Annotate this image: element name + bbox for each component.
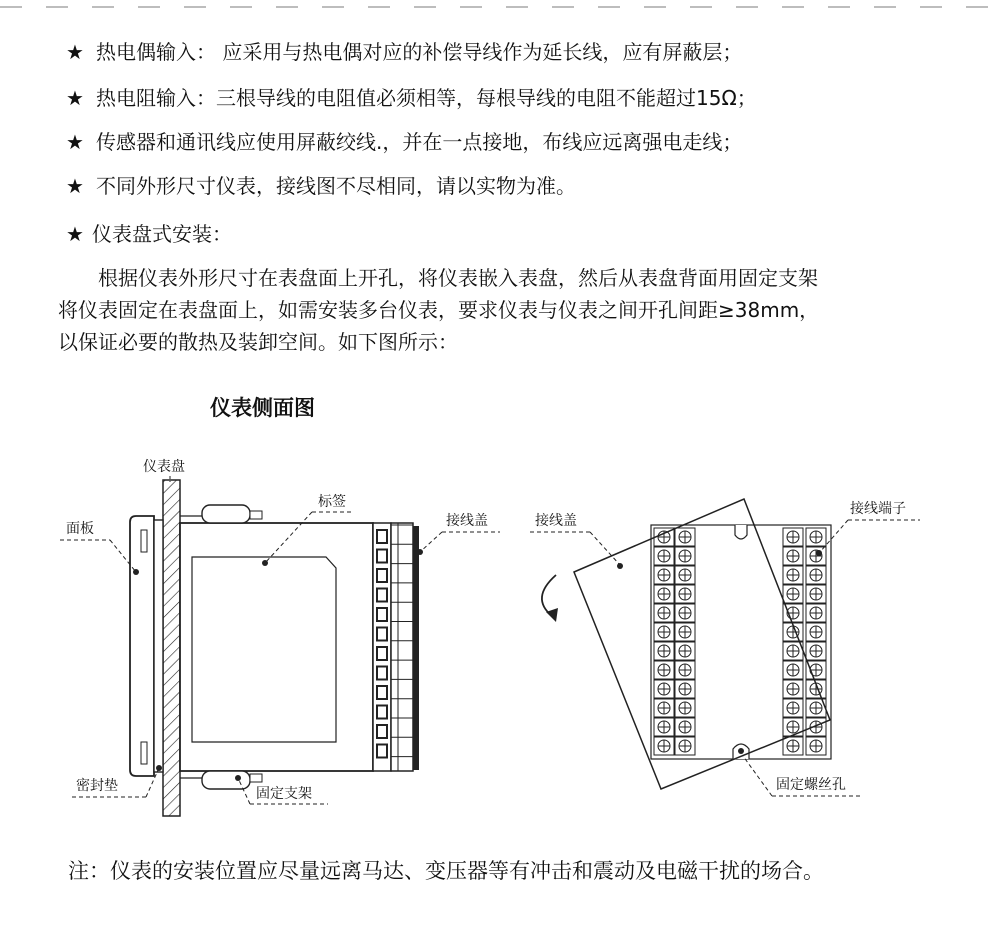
terminal-screw bbox=[377, 628, 387, 641]
star-icon: ★ bbox=[66, 130, 84, 154]
seal-gasket-shape bbox=[154, 520, 163, 772]
terminal-screw-icon bbox=[783, 585, 803, 603]
bullet-text: 热电偶输入： 应采用与热电偶对应的补偿导线作为延长线，应有屏蔽层； bbox=[96, 40, 743, 64]
terminal-screw-icon bbox=[675, 566, 695, 584]
terminal-screw-icon bbox=[675, 680, 695, 698]
instrument-body bbox=[180, 523, 373, 771]
terminal-screw-icon bbox=[783, 566, 803, 584]
terminal-screw-icon bbox=[783, 547, 803, 565]
terminal-screw-icon bbox=[806, 718, 826, 736]
terminal-screw-icon bbox=[806, 547, 826, 565]
terminal-screw-icon bbox=[675, 528, 695, 546]
terminal-screw-icon bbox=[783, 680, 803, 698]
terminal-screw bbox=[377, 725, 387, 738]
paragraph-line-1: 根据仪表外形尺寸在表盘面上开孔，将仪表嵌入表盘，然后从表盘背面用固定支架 bbox=[58, 266, 818, 290]
rear-view bbox=[530, 499, 920, 796]
panel-board-hatched bbox=[163, 480, 180, 816]
paragraph-line-3: 以保证必要的散热及装卸空间。如下图所示： bbox=[58, 330, 458, 354]
terminal-screw-icon bbox=[806, 642, 826, 660]
bottom-bracket bbox=[180, 771, 262, 789]
terminal-screw-icon bbox=[806, 585, 826, 603]
terminal-screw-icon bbox=[675, 585, 695, 603]
terminal-screw-icon bbox=[675, 699, 695, 717]
star-icon: ★ bbox=[66, 222, 84, 246]
label-terminal-cover-right: 接线盖 bbox=[535, 513, 577, 529]
terminal-screw-icon bbox=[654, 718, 674, 736]
terminal-screw bbox=[377, 667, 387, 680]
terminal-screw-icon bbox=[806, 623, 826, 641]
terminal-screw-icon bbox=[654, 661, 674, 679]
terminal-screw-icon bbox=[654, 680, 674, 698]
label-bracket: 固定支架 bbox=[256, 786, 312, 802]
terminal-screw-icon bbox=[654, 604, 674, 622]
figure-title: 仪表侧面图 bbox=[210, 395, 315, 420]
star-icon: ★ bbox=[66, 86, 84, 110]
terminal-screw-icon bbox=[675, 737, 695, 755]
terminal-screw-icon bbox=[783, 718, 803, 736]
side-view bbox=[60, 458, 500, 816]
terminal-cover-side bbox=[413, 526, 419, 770]
label-seal-gasket: 密封垫 bbox=[76, 778, 118, 794]
terminal-screw bbox=[377, 589, 387, 602]
paragraph-line-2: 将仪表固定在表盘面上，如需安装多台仪表，要求仪表与仪表之间开孔间距≥38mm， bbox=[58, 298, 820, 322]
bullet-text: 热电阻输入：三根导线的电阻值必须相等，每根导线的电阻不能超过15Ω； bbox=[96, 86, 757, 110]
terminal-screw bbox=[377, 647, 387, 660]
terminal-screw-icon bbox=[654, 623, 674, 641]
terminal-screw-icon bbox=[675, 623, 695, 641]
label-face-panel: 面板 bbox=[66, 521, 94, 537]
label-terminal-cover-left: 接线盖 bbox=[446, 513, 488, 529]
terminal-screw-icon bbox=[654, 585, 674, 603]
star-icon: ★ bbox=[66, 40, 84, 64]
terminal-screw-icon bbox=[675, 661, 695, 679]
label-screw-hole: 固定螺丝孔 bbox=[776, 777, 846, 793]
terminal-screw-icon bbox=[654, 699, 674, 717]
terminal-screw-icon bbox=[675, 642, 695, 660]
terminal-screw-icon bbox=[783, 737, 803, 755]
terminal-screw-icon bbox=[675, 604, 695, 622]
terminal-screw-icon bbox=[783, 661, 803, 679]
label-tag: 标签 bbox=[318, 494, 346, 510]
terminal-screw-icon bbox=[806, 566, 826, 584]
terminal-screw-icon bbox=[675, 718, 695, 736]
terminal-screw-icon bbox=[654, 547, 674, 565]
terminal-screw-icon bbox=[654, 642, 674, 660]
face-panel-shape bbox=[130, 516, 154, 776]
terminal-screw-icon bbox=[806, 661, 826, 679]
terminal-screw-icon bbox=[806, 737, 826, 755]
terminal-screw-icon bbox=[783, 699, 803, 717]
terminal-screw bbox=[377, 550, 387, 563]
terminal-screw bbox=[377, 686, 387, 699]
terminal-screw bbox=[377, 608, 387, 621]
terminal-screw bbox=[377, 530, 387, 543]
terminal-screw-icon bbox=[806, 528, 826, 546]
terminal-screw bbox=[377, 569, 387, 582]
terminal-screw bbox=[377, 706, 387, 719]
terminal-screw-icon bbox=[783, 528, 803, 546]
terminal-screw-icon bbox=[806, 604, 826, 622]
terminal-screw-icon bbox=[654, 737, 674, 755]
bullet-text: 仪表盘式安装： bbox=[92, 222, 232, 246]
installation-note: 注：仪表的安装位置应尽量远离马达、变压器等有冲击和震动及电磁干扰的场合。 bbox=[68, 859, 824, 883]
terminal-screw-icon bbox=[675, 547, 695, 565]
bullet-text: 传感器和通讯线应使用屏蔽绞线.，并在一点接地，布线应远离强电走线； bbox=[96, 130, 743, 154]
label-terminals: 接线端子 bbox=[850, 501, 906, 517]
star-icon: ★ bbox=[66, 174, 84, 198]
terminal-screw bbox=[377, 745, 387, 758]
bullet-text: 不同外形尺寸仪表，接线图不尽相同，请以实物为准。 bbox=[96, 174, 576, 198]
terminal-screw-icon bbox=[654, 566, 674, 584]
label-panel-board: 仪表盘 bbox=[143, 459, 185, 475]
top-bracket bbox=[180, 505, 262, 523]
